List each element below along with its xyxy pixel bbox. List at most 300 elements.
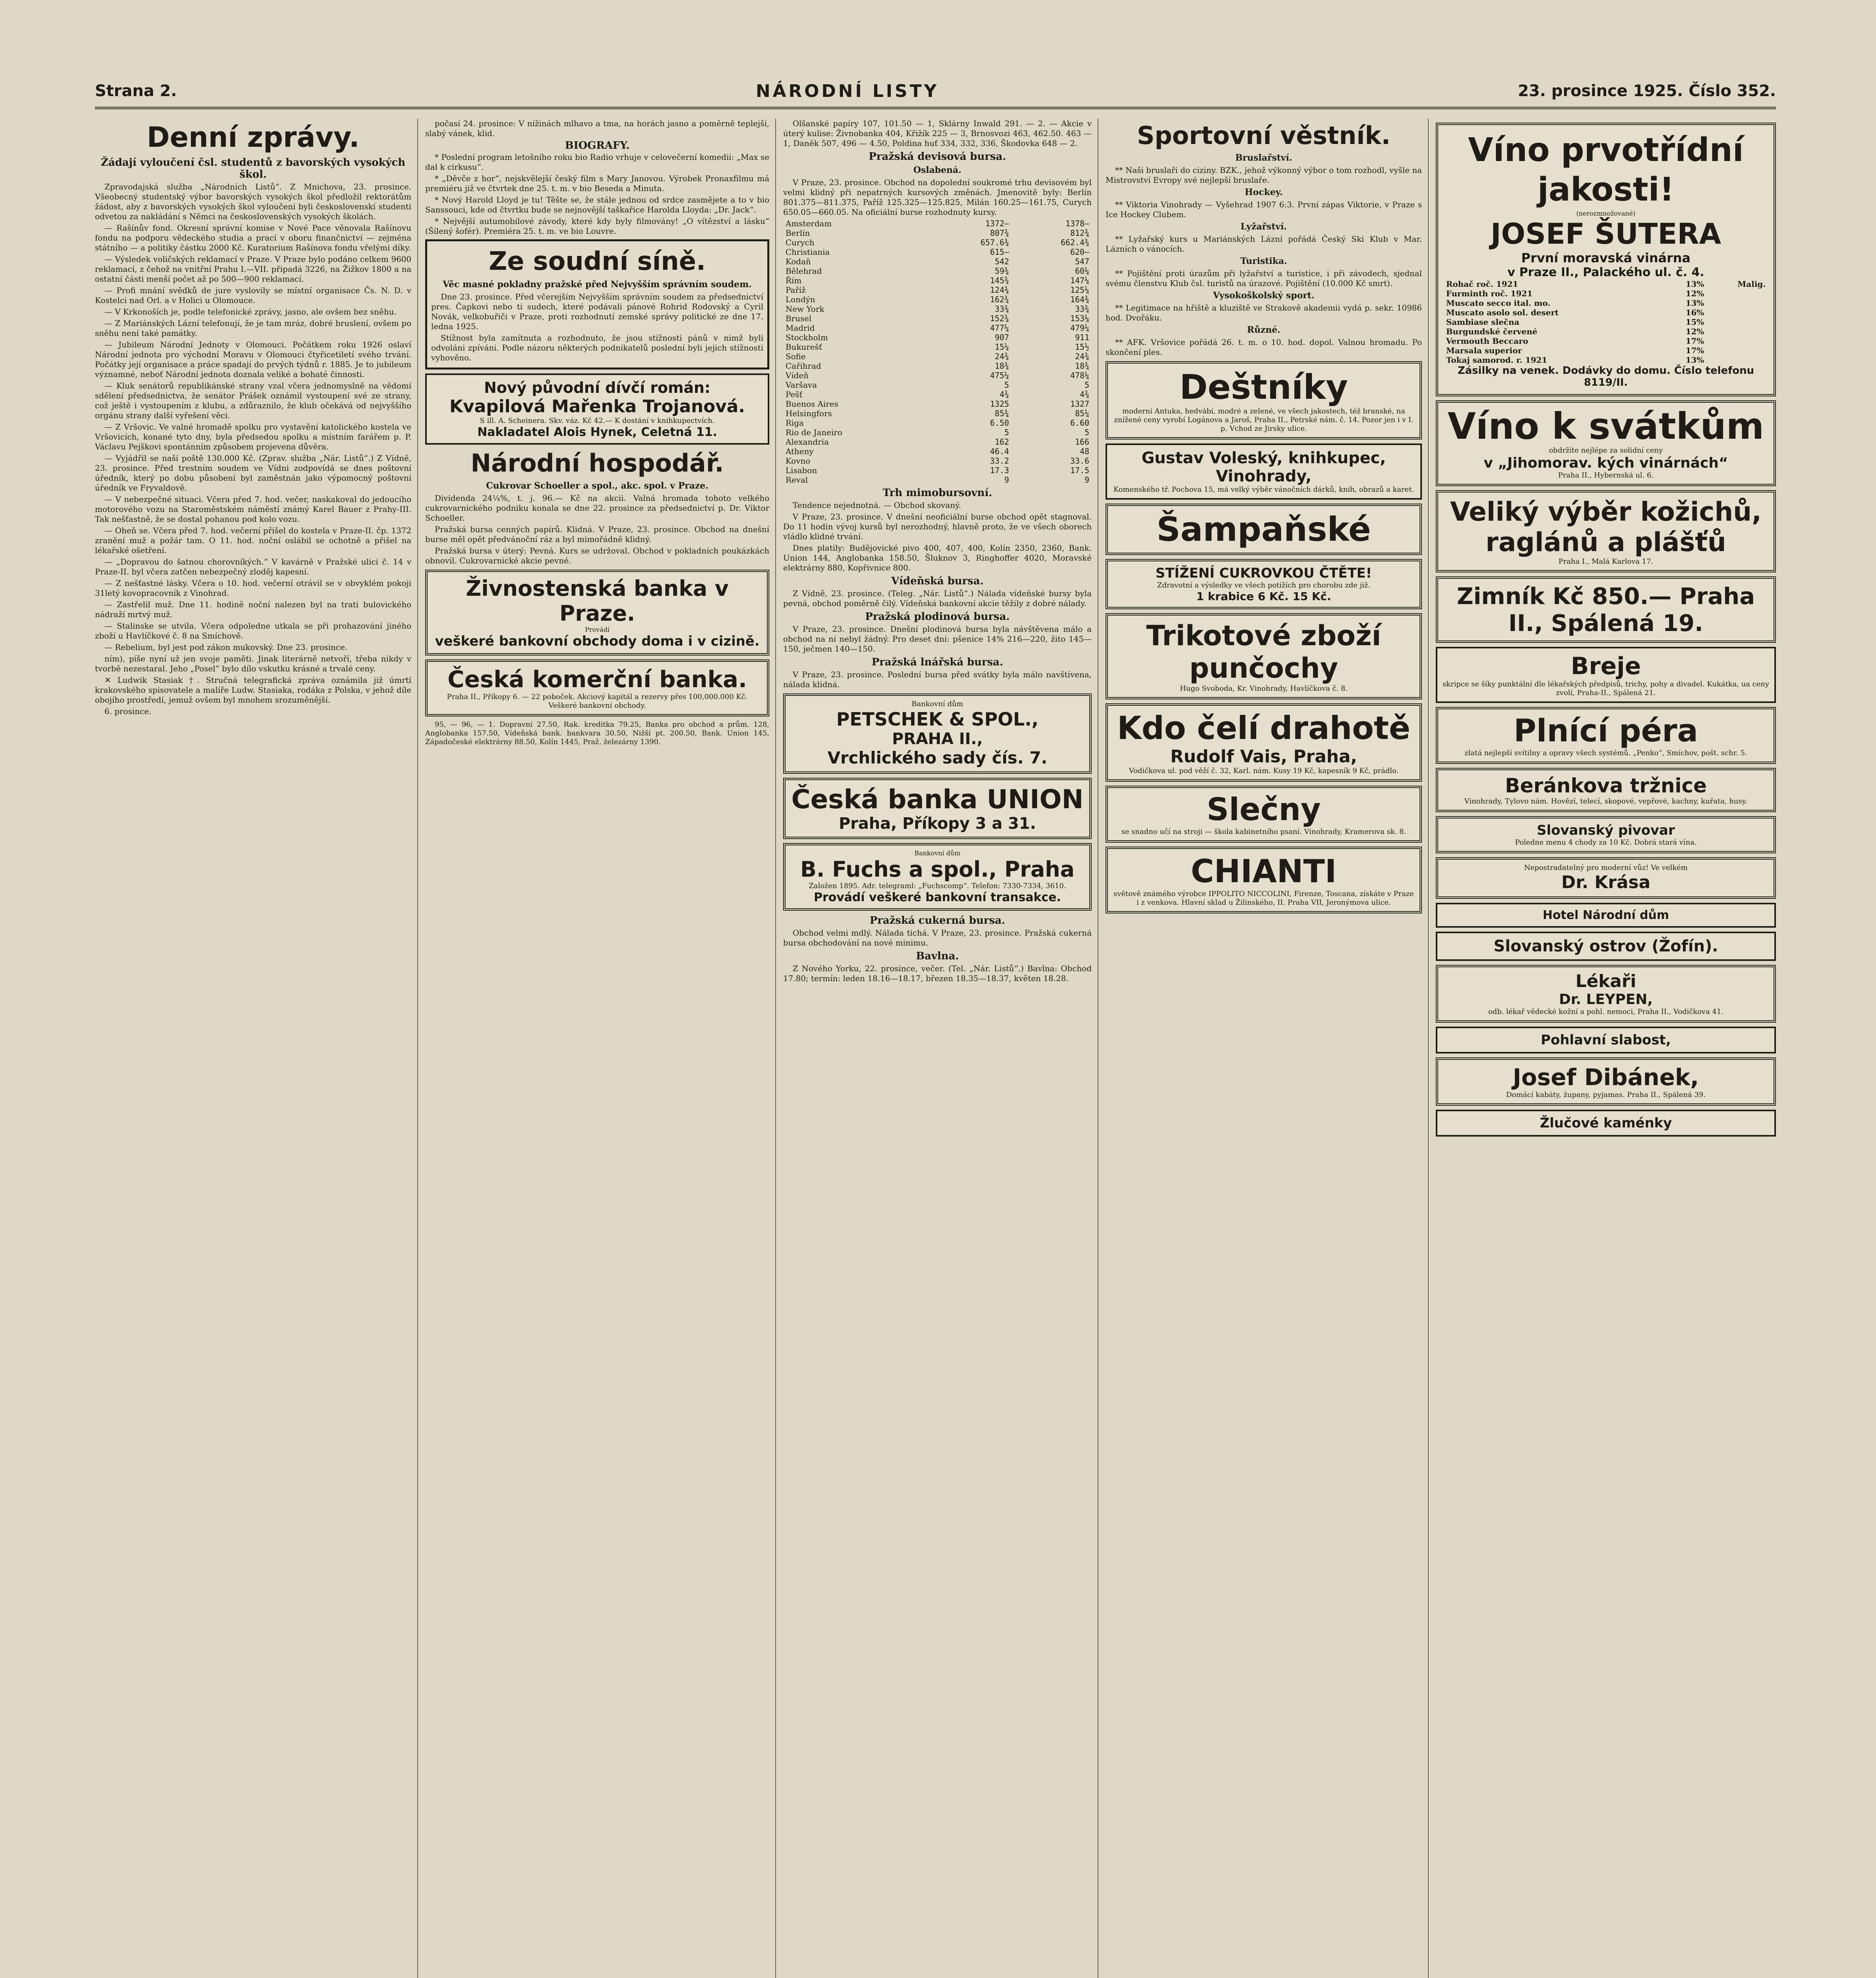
table-row	[783, 447, 1092, 456]
ad-fuchs-name: B. Fuchs a spol., Praha	[800, 857, 1075, 882]
ad-petschek-line: Bankovní dům	[911, 700, 964, 708]
ad-kozich-title: Veliký výběr kožichů, raglánů a plášťů	[1450, 496, 1762, 557]
ad-svatkum-title: Víno k svátkům	[1447, 405, 1764, 447]
city-cell: Helsingfors	[786, 409, 832, 418]
ad-beer-info: Poledne menu 4 chody za 10 Kč. Dobrá stará vína.	[1515, 838, 1697, 847]
rate-cell: 145¾	[990, 276, 1009, 285]
section-title-economy: Národní hospodář.	[470, 449, 724, 477]
ad-union-address: Praha, Příkopy 3 a 31.	[839, 815, 1036, 833]
ad-drahote-info: Vodičkova ul. pod věží č. 32, Karl. nám. Kusy 19 Kč, kapesník 9 Kč, prádlo.	[1129, 767, 1399, 775]
rate-cell: 475¼	[990, 371, 1009, 380]
table-row	[783, 399, 1092, 409]
currency-exchange-body	[783, 178, 1092, 217]
rate-cell: 147¼	[1070, 276, 1089, 285]
wine-name-cell: Furminth roč. 1921	[1446, 289, 1533, 298]
table-row	[783, 371, 1092, 380]
ad-pera-info: zlatá nejlepší svítilny a opravy všech systémů. „Penko“, Smíchov, pošt. schr. 5.	[1464, 749, 1747, 757]
ad-slecny-title: Slečny	[1206, 792, 1321, 828]
sport-subheading: Lyžařství.	[1240, 222, 1287, 232]
ad-lekari-title: Lékaři	[1575, 971, 1636, 991]
ad-chianti	[1106, 847, 1422, 913]
news-paragraph: ** Pojištění proti úrazům při lyžařství a turistice, i při závodech, sjednal svému členstvu Klub čsl. turistů na úrazové. Pojištění (10.000 Kč smrt).	[1106, 269, 1422, 288]
wine-name-cell: Muscato asolo sol. desert	[1446, 308, 1559, 317]
stock-exchange-title: Pražská cukerná bursa.	[869, 915, 1005, 926]
market-body	[783, 500, 1092, 573]
ad-petschek-address: Vrchlického sady čís. 7.	[827, 748, 1047, 767]
ad-cukrovka	[1106, 559, 1422, 609]
sport-subheading: Bruslařství.	[1235, 153, 1293, 163]
sport-subheading: Hockey.	[1244, 187, 1283, 197]
table-row	[783, 418, 1092, 428]
ad-fuchs-info: Založen 1895. Adr. telegraml: „Fuchscomp“. Telefon: 7330-7334, 3610.	[808, 882, 1066, 890]
ad-ostrov-title: Slovanský ostrov (Žofín).	[1494, 937, 1718, 955]
news-paragraph: Dnes platily: Budějovické pivo 400, 407, 400, Kolín 2350, 2360, Bank. Union 144, Anglobanka 158.50, Šluknov 3, Ringhoffer 4020, Moravské elektrárny 880, Kopřivnice 800.	[783, 543, 1092, 572]
news-paragraph: Stížnost byla zamítnuta a rozhodnuto, že jsou stížnosti pánů v nimž byli odvoláni zpíváni. Podle názoru některých podnikatelů poslední byli jejich stížnosti vyhověno.	[431, 333, 763, 362]
ad-chianti-info: světově známého výrobce IPPOLITO NICCOLINI, Firenze, Toscana, získáte v Praze i z venkova. Hlavní sklad u Žilinského, II. Praha VII, Jeronýmova ulice.	[1113, 890, 1414, 907]
news-paragraph: 95, — 96, — 1. Dopravní 27.50, Rak. kreditka 79.25, Banka pro obchod a prům. 128, Anglobanka 157.50, Vídeňská bank. bankvara 30.50, Nižší pt. 200.50, Bank. Union 145, Západočeské elektrárny 88.50, Kolín 1445, Praž. železárny 1390.	[425, 720, 769, 746]
cotton-title: Bavlna.	[916, 950, 959, 962]
economy-headline: Cukrovar Schoeller a spol., akc. spol. v Praze.	[486, 481, 709, 491]
table-row	[783, 333, 1092, 342]
page-header	[95, 75, 1776, 109]
ad-voleský	[1106, 443, 1422, 500]
rate-cell: 907	[995, 333, 1009, 342]
economy-body	[425, 493, 769, 566]
column-ads	[1436, 119, 1776, 1978]
court-title: Ze soudní síně.	[488, 247, 706, 276]
column-divider	[775, 119, 776, 1978]
textile-exchange-title: Pražská lnářská bursa.	[871, 656, 1003, 668]
ad-petschek-city: PRAHA II.,	[892, 730, 983, 748]
ad-novel-title: Nový původní dívčí román:	[484, 379, 711, 396]
ad-vino-title: Víno prvotřídní jakosti!	[1468, 131, 1744, 208]
table-row	[783, 390, 1092, 399]
vienna-exchange-title: Vídeňská bursa.	[891, 575, 984, 587]
rate-cell: 48	[1079, 447, 1089, 456]
section-title-news: Denní zprávy.	[147, 121, 360, 153]
ad-josef-dibanek	[1436, 1057, 1776, 1106]
ad-svatkum-info: obdržíte nejlépe za solidní ceny	[1549, 446, 1663, 455]
news-paragraph: V Praze, 23. prosince. Dnešní plodinová bursa byla návštěvena málo a obchod na ní nebyl žádný. Pro deset dní: pšenice 14% 216—220, žito 145—150, ječmen 140—150.	[783, 624, 1092, 654]
news-paragraph: * Nový Harold Lloyd je tu! Těšte se, že stále jednou od srdce zasmějete a to v bio Sanssouci, kde od čtvrtku bude se nejnovější taškařice Harolda Lloyda: „Dr. Jack“.	[425, 195, 769, 214]
city-cell: Cařihrad	[786, 361, 822, 371]
news-paragraph: — Z nešťastné lásky. Včera o 10. hod. večerní otrávil se v obvyklém pokoji 31letý kovopracovník z Vinohrad.	[95, 578, 411, 598]
news-paragraph: — Stalinske se utvila. Včera odpoledne utkala se při prohazování jiného zboží u Havlíčkové č. 8 na Smíchově.	[95, 621, 411, 640]
ad-slecny	[1106, 786, 1422, 843]
table-row	[783, 257, 1092, 266]
ad-voleský-name: Gustav Voleský, knihkupec, Vinohrady,	[1142, 449, 1386, 485]
ad-novel	[425, 373, 769, 445]
rate-cell: 125¼	[1070, 285, 1089, 295]
ad-trikotove-title: Trikotové zboží punčochy	[1146, 620, 1382, 684]
rate-cell: 162	[995, 437, 1009, 447]
ad-hotel-title: Hotel Národní dům	[1543, 908, 1669, 922]
rate-cell: 18¾	[995, 361, 1009, 371]
wine-value-cell: 13%	[1685, 298, 1704, 308]
news-paragraph: Zpravodajská služba „Národních Listů“. Z Mnichova, 23. prosince. Všeobecný studentský výbor bavorských vysokých škol předložil rektorátům žádost, aby z bavorských vysokých škol vyloučeni byli československí studenti odvetou za nakládání s Němci na československých vysokých školách.	[95, 182, 411, 221]
wine-value-cell	[1706, 327, 1768, 336]
masthead: NÁRODNÍ LISTY	[755, 81, 939, 101]
rate-cell: 911	[1075, 333, 1089, 342]
rate-cell: 33¾	[995, 304, 1009, 314]
wine-value-cell: 13%	[1685, 279, 1704, 289]
column-sport	[1106, 119, 1422, 1978]
ad-vino-sutera	[1436, 123, 1776, 396]
news-paragraph: Dividenda 24¼%, t. j. 96.— Kč na akcii. Valná hromada tohoto velkého cukrovarnického podniku konala se dne 22. prosince za předsednictví p. Dr. Viktor Schoeller.	[425, 493, 769, 523]
rate-cell: 152¾	[990, 314, 1009, 323]
table-row	[1444, 289, 1768, 298]
ad-cukrovka-price: 1 krabice 6 Kč. 15 Kč.	[1196, 590, 1331, 603]
ad-zivnostenska-banka	[425, 570, 769, 656]
ad-lekari-name: Dr. LEYPEN,	[1559, 991, 1653, 1008]
ad-drahote-name: Rudolf Vais, Praha,	[1170, 746, 1357, 767]
news-paragraph: — Výsledek voličských reklamací v Praze. V Praze bylo podáno celkem 9600 reklamací, z čehož na vnitřní Prahu I.—VII. připadá 3226, na Žižkov 1800 a na ostatní části menší počet až po 500—900 reklamací.	[95, 254, 411, 284]
ad-plnici-pera	[1436, 707, 1776, 764]
ad-vino-sub: (nerozmnožované)	[1576, 210, 1636, 217]
ad-lekari	[1436, 965, 1776, 1023]
ad-bank-name: Živnostenská banka v Praze.	[466, 576, 729, 626]
ad-union-name: Česká banka UNION	[791, 784, 1084, 815]
city-cell: Atheny	[786, 447, 814, 456]
news-paragraph: — Rašínův fond. Okresní správní komise v Nové Pace věnovala Rašínovu fondu na podporu vědeckého studia a prací v oboru finančnictví — zejména státního — a politiky částku 2000 Kč. Kuratorium Rašínova fondu vřelými díky.	[95, 223, 411, 252]
rate-cell: 33.6	[1070, 456, 1089, 466]
ad-ceska-banka-union	[783, 778, 1092, 839]
ad-voleský-info: Komenského tř. Pochova 15, má velký výběr vánočních dárků, knih, obrazů a karet.	[1113, 485, 1414, 494]
news-body-1	[95, 182, 411, 716]
wine-value-cell	[1706, 289, 1768, 298]
ad-breje	[1436, 647, 1776, 703]
ad-sampanske-title: Šampaňské	[1157, 510, 1371, 549]
ad-petschek-name: PETSCHEK & SPOL.,	[836, 709, 1039, 730]
rate-cell: 547	[1075, 257, 1089, 266]
ad-kozich-info: Praha I., Malá Karlova 17.	[1558, 557, 1653, 566]
city-cell: Bukurešť	[786, 342, 822, 352]
rate-cell: 15½	[1075, 342, 1089, 352]
exchange-intro	[783, 119, 1092, 148]
sport-body	[1106, 153, 1422, 357]
wine-name-cell: Marsala superior	[1446, 346, 1522, 355]
ad-beranek-title: Beránkova tržnice	[1505, 774, 1707, 797]
news-paragraph: — Oheň se. Včera před 7. hod. večerní přišel do kostela v Praze-II. čp. 1372 zranění muž a požár tam. O 11. hod. noční oslábil se ochotně a přišel na lékařské ošetření.	[95, 526, 411, 555]
news-paragraph: Olšanské papíry 107, 101.50 — 1, Sklárny Inwald 291. — 2. — Akcie v úterý kulise: Živnobanka 404, Křižík 225 — 3, Brnosvozi 463, 462.50. 463 — 1, Daněk 507, 496 — 4.50, Poldina huť 334, 332, 336, Škodovka 648 — 2.	[783, 119, 1092, 148]
currency-exchange-subtitle: Oslabená.	[913, 165, 962, 175]
rate-cell: 9	[1084, 475, 1089, 485]
biography-title: BIOGRAFY.	[565, 140, 630, 152]
news-paragraph: ** Legitimace na hřiště a kluziště ve Strakově akademii vydá p. sekr. 10986 hod. Dvořáku.	[1106, 303, 1422, 322]
column-news	[95, 119, 411, 1978]
rate-cell: 24¾	[1075, 352, 1089, 361]
rate-cell: 478¼	[1070, 371, 1089, 380]
rate-cell: 17.3	[990, 466, 1009, 475]
ad-zimnik-title: Zimník Kč 850.— Praha II., Spálená 19.	[1457, 583, 1755, 637]
ad-dr-krasa	[1436, 857, 1776, 899]
stock-body	[783, 928, 1092, 948]
news-paragraph: ** Viktoria Vinohrady — Vyšehrad 1907 6:3. První zápas Viktorie, v Praze s Ice Hockey Clubem.	[1106, 200, 1422, 219]
ad-svatkum-name: v „Jihomorav. kých vinárnách“	[1484, 455, 1728, 471]
news-paragraph: — Zastřelil muž. Dne 11. hodině noční nalezen byl na trati bulovického nádraží mrtvý muž.	[95, 600, 411, 619]
table-row	[783, 238, 1092, 247]
city-cell: New York	[786, 304, 824, 314]
ad-slecny-info: se snadno učí na stroji — škola kabinetního psaní. Vinohrady, Kramerova sk. 8.	[1121, 828, 1406, 836]
rate-cell: 5	[1084, 428, 1089, 437]
court-section	[425, 239, 769, 369]
news-paragraph: ** Naši bruslaři do ciziny. BZK., jehož výkonný výbor o tom rozhodl, vyšle na Mistrovství Evropy své nejlepší bruslaře.	[1106, 165, 1422, 185]
city-cell: Kodaň	[786, 257, 811, 266]
wine-value-cell	[1706, 355, 1768, 365]
rate-cell: 615—	[990, 247, 1009, 257]
news-paragraph: — „Dopravou do šatnou chorovníkých.“ V kavárně v Pražské ulici č. 14 v Praze-II. byl včera zatčen nebezpečný zloděj kapesní.	[95, 557, 411, 576]
rate-cell: 542	[995, 257, 1009, 266]
rate-cell: 4¾	[1000, 390, 1009, 399]
city-cell: Curych	[786, 238, 815, 247]
rate-cell: 46.4	[990, 447, 1009, 456]
ad-destniky-title: Deštníky	[1179, 368, 1348, 407]
city-cell: Vídeň	[786, 371, 809, 380]
ad-krasa-name: Dr. Krása	[1561, 872, 1651, 892]
ad-cukrovka-title: STÍŽENÍ CUKROVKOU ČTĚTE!	[1155, 565, 1372, 581]
ad-sampanske	[1106, 504, 1422, 555]
city-cell: Pešť	[786, 390, 803, 399]
ad-berankova-trznice	[1436, 768, 1776, 812]
rate-cell: 812¾	[1070, 228, 1089, 238]
news-paragraph: Z Nového Yorku, 22. prosince, večer. (Tel. „Nár. Listů“.) Bavlna: Obchod 17.80; termín: leden 18.16—18.17, březen 18.35—18.37, květen 18.28.	[783, 964, 1092, 983]
ad-vino-name: JOSEF ŠUTERA	[1490, 217, 1721, 250]
rate-cell: 153¼	[1070, 314, 1089, 323]
ad-kdo-celi-drahote	[1106, 703, 1422, 782]
rate-cell: 166	[1075, 437, 1089, 447]
city-cell: Berlín	[786, 228, 810, 238]
table-row	[1444, 298, 1768, 308]
ad-dibanek-info: Domácí kabáty, župany, pyjamas. Praha II., Spálená 39.	[1506, 1091, 1706, 1099]
rate-cell: 85¼	[1075, 409, 1089, 418]
news-paragraph: ** AFK. Vršovice pořádá 26. t. m. o 10. hod. dopol. Valnou hromadu. Po skončení ples.	[1106, 337, 1422, 357]
news-paragraph: * „Děvče z hor“, nejskvělejší český film s Mary Janovou. Výrobek Pronaxfilmu má premiéru již ve čtvrtek dne 25. t. m. v bio Beseda a Minuta.	[425, 174, 769, 193]
table-row	[1444, 308, 1768, 317]
rate-cell: 1325	[990, 399, 1009, 409]
ad-dibanek-title: Josef Dibánek,	[1513, 1064, 1699, 1091]
table-row	[1444, 317, 1768, 327]
news-headline-1: Žádají vyloučení čsl. studentů z bavorských vysokých škol.	[101, 157, 405, 180]
rate-cell: 162¾	[990, 295, 1009, 304]
news-paragraph: — Vyjádřil se naší poště 130.000 Kč. (Zprav. služba „Nár. Listů“.) Z Vídně, 23. prosince. Před trestním soudem ve Vídni zodpovídá se dnes poštovní úředník, který po dobu působení byl zaměstnán jako výpomocný poštovní úředník ve Fryvaldově.	[95, 453, 411, 493]
ad-fuchs-tagline: Provádí veškeré bankovní transakce.	[814, 890, 1061, 904]
table-row	[783, 266, 1092, 276]
rate-cell: 15¼	[995, 342, 1009, 352]
table-row	[783, 380, 1092, 390]
city-cell: Christiania	[786, 247, 830, 257]
ad-vino-footer: Zásilky na venek. Dodávky do domu. Číslo telefonu 8119/II.	[1458, 365, 1754, 388]
ad-destniky-info: moderní Antuka, hedvábí, modré a zelené, ve všech jakostech, též branské, na znížené ceny vyrobí Logánova a Jaroš, Praha II., Petrské nám. č. 14. Pozor jen i v I. p. Vchod ze Jirsky ulice.	[1114, 407, 1414, 433]
ad-beranek-info: Vinohrady, Tylovo nám. Hovězí, telecí, skopové, vepřové, kachny, kuřata, husy.	[1464, 797, 1747, 805]
wine-value-cell	[1706, 308, 1768, 317]
ad-fuchs	[783, 843, 1092, 911]
ad-zlucove-kaminky	[1436, 1110, 1776, 1137]
wine-value-cell: 13%	[1685, 355, 1704, 365]
news-paragraph: — V Krkonoších je, podle telefonické zprávy, jasno, ale ovšem bez sněhu.	[104, 307, 397, 316]
sport-subheading: Vysokoškolský sport.	[1213, 290, 1315, 301]
textile-body	[783, 670, 1092, 690]
rate-cell: 164¾	[1070, 295, 1089, 304]
wine-value-cell: 12%	[1685, 327, 1704, 336]
ad-vino-sub2: První moravská vinárna	[1521, 250, 1690, 265]
city-cell: Sofie	[786, 352, 806, 361]
product-exchange-title: Pražská plodinová bursa.	[865, 611, 1010, 623]
news-paragraph: Pražská bursa v úterý: Pevná. Kurs se udržoval. Obchod v pokladních poukázkách obnovil. Cukrovarnické akcie pevné.	[425, 546, 769, 565]
city-cell: Reval	[786, 475, 808, 485]
ad-trikotove	[1106, 613, 1422, 699]
exchange-rate-table	[783, 219, 1092, 485]
ad-ceska-komercni-banka	[425, 659, 769, 716]
ad-bank-line: Provádí	[585, 626, 610, 633]
rate-cell: 33.2	[990, 456, 1009, 466]
rate-cell: 477¼	[990, 323, 1009, 333]
market-title: Trh mimobursovní.	[882, 487, 992, 499]
news-paragraph: — Jubileum Národní Jednoty v Olomouci. Počátkem roku 1926 oslaví Národní jednota pro východní Moravu v Olomouci čtyřicetiletí svého trvání. Počátky její organisace a práce spadají do prvých týdnů r. 1885. Je to jubileum významné, neboť Národní jednota doznala veliké a bohaté činnosti.	[95, 340, 411, 379]
ad-novel-publisher: Nakladatel Alois Hynek, Celetná 11.	[477, 425, 717, 439]
ad-zimnik	[1436, 576, 1776, 643]
section-title-sport: Sportovní věstník.	[1137, 121, 1391, 150]
wine-price-table	[1444, 279, 1768, 365]
news-paragraph: V Praze, 23. prosince. Obchod na dopolední soukromé trhu devisovém byl velmi klidný při nepatrných kursových změnách. Jmenovitě byly: Berlín 801.375—811.375, Paříž 125.325—125.825, Milán 160.25—161.75, Curych 650.05—660.05. Na oficiální burse rozhodnuty kursy.	[783, 178, 1092, 217]
table-row	[783, 409, 1092, 418]
column-exchange	[783, 119, 1092, 1978]
news-paragraph: — Profi mnání svědků de jure vyslovily se místní organisace Čs. N. D. v Kostelci nad Orl. a v Holici u Olomouce.	[95, 286, 411, 305]
wine-value-cell	[1706, 317, 1768, 327]
sport-subheading: Turistika.	[1240, 256, 1287, 266]
table-row	[783, 352, 1092, 361]
news-paragraph: V Praze, 23. prosince. Poslední bursa před svátky byla málo navštívena, nálada klidná.	[783, 670, 1092, 689]
rate-cell: 620—	[1070, 247, 1089, 257]
city-cell: Varšava	[786, 380, 817, 390]
table-row	[783, 285, 1092, 295]
wine-name-cell: Vermouth Beccaro	[1446, 336, 1528, 346]
table-row	[1444, 355, 1768, 365]
city-cell: Madrid	[786, 323, 815, 333]
rate-cell: 5	[1004, 428, 1009, 437]
rate-cell: 1327	[1070, 399, 1089, 409]
ad-lekari-info: odb. lékař vědecké kožní a pohl. nemoci, Praha II., Vodičkova 41.	[1488, 1008, 1724, 1016]
table-row	[783, 314, 1092, 323]
ad-chianti-title: CHIANTI	[1191, 853, 1337, 890]
city-cell: Riga	[786, 418, 804, 428]
ad-bank-info: Praha II., Příkopy 6. — 22 poboček. Akciový kapitál a rezervy přes 100,000.000 Kč. Veškeré bankovní obchody.	[447, 693, 748, 710]
table-row	[783, 323, 1092, 333]
news-paragraph: ním), píše nyní už jen svoje paměti. Jinak literárně netvoří, třeba nikdy v tvorbě nezestaral. Jeho „Posel“ bylo dílo vskutku krásné a trvalé ceny.	[95, 654, 411, 673]
city-cell: Rio de Janeiro	[786, 428, 842, 437]
court-headline: Věc masné pokladny pražské před Nejvyšším správním soudem.	[443, 279, 752, 290]
table-row	[783, 304, 1092, 314]
rate-cell: 85¾	[995, 409, 1009, 418]
table-row	[783, 361, 1092, 371]
culture-body	[425, 119, 769, 236]
news-paragraph: Dne 23. prosince. Před včerejším Nejvyšším správním soudem za předsednictví pres. Čapkovi nebo ti sudech, které podávali pánové Rohrid Rodovský a Cyril Novák, velkobuřiči v Praze, proti rozhodnutí zemské správy politické ze dne 17. ledna 1925.	[431, 292, 763, 331]
rate-cell: 657.6¾	[980, 238, 1009, 247]
news-paragraph: * Nejvější autumobilové závody, které kdy byly filmovány! „O vítězství a lásku“ (Šílený šofér). Premiéra 25. t. m. ve bio Louvre.	[425, 216, 769, 236]
wine-name-cell: Burgundské červené	[1446, 327, 1537, 336]
ad-beer-title: Slovanský pivovar	[1537, 822, 1675, 838]
table-row	[783, 228, 1092, 238]
ad-slovansky-pivovar	[1436, 816, 1776, 853]
ad-drahote-title: Kdo čelí drahotě	[1117, 710, 1410, 746]
rate-cell: 662.4¾	[1060, 238, 1089, 247]
news-paragraph: počasí 24. prosince: V nížinách mlhavo a tma, na horách jasno a poměrně teplejší, slabý vánek, klid.	[425, 119, 769, 138]
wine-name-cell: Sambiase slečna	[1446, 317, 1520, 327]
news-paragraph: Z Vídně, 23. prosince. (Teleg. „Nár. Listů“.) Nálada vídeňské bursy byla pevná, obchod poměrně čilý. Vídeňská bankovní akcie těžily z dobré nálady.	[783, 589, 1092, 608]
ad-pohlavni-slabost	[1436, 1027, 1776, 1053]
rate-cell: 479¼	[1070, 323, 1089, 333]
table-row	[1444, 279, 1768, 289]
ad-slabost-title: Pohlavní slabost,	[1541, 1032, 1671, 1048]
wine-value-cell	[1706, 336, 1768, 346]
table-row	[783, 276, 1092, 285]
vienna-body	[783, 589, 1092, 608]
sport-subheading: Různé.	[1247, 325, 1281, 335]
wine-value-cell: 17%	[1685, 336, 1704, 346]
rate-cell: 1378—	[1065, 219, 1089, 228]
wine-name-cell: Rohač roč. 1921	[1446, 279, 1518, 289]
table-row	[783, 475, 1092, 485]
table-row	[783, 295, 1092, 304]
product-body	[783, 624, 1092, 654]
city-cell: Buenos Aires	[786, 399, 839, 409]
ad-petschek	[783, 693, 1092, 774]
table-row	[783, 428, 1092, 437]
ad-cukrovka-info: Zdravotní a výsledky ve všech potížích pro chorobu zde již.	[1157, 581, 1371, 589]
ad-destniky	[1106, 361, 1422, 440]
rate-cell: 6.50	[990, 418, 1009, 428]
rate-cell: 18¾	[1075, 361, 1089, 371]
news-paragraph: 6. prosince.	[104, 707, 151, 716]
news-paragraph: — Z Vršovic. Ve valné hromadě spolku pro vystavění katolického kostela ve Vršovicích, konané tyto dny, byla předsedou spolku a místním farářem p. P. Václavu Pejškovi spontánním způsobem projevena důvěra.	[95, 422, 411, 451]
rate-cell: 807¾	[990, 228, 1009, 238]
table-row	[783, 342, 1092, 352]
city-cell: Paříž	[786, 285, 806, 295]
column-culture	[425, 119, 769, 1978]
news-paragraph: — Z Mariánských Lázní telefonují, že je tam mráz, dobré bruslení, ovšem po sněhu není také památky.	[95, 318, 411, 338]
column-divider	[1428, 119, 1429, 1978]
table-row	[1444, 327, 1768, 336]
page-number: Strana 2.	[95, 82, 177, 100]
ad-hotel-narodni-dum	[1436, 903, 1776, 928]
ad-pera-title: Plnící péra	[1513, 713, 1698, 749]
rate-cell: 6.60	[1070, 418, 1089, 428]
table-row	[783, 219, 1092, 228]
ad-breje-info: skripce se šíky punktální dle lékařských předpisů, trichy, pohy a divadel. Kukátka, ua ceny zvolí, Praha-II., Spálená 21.	[1442, 680, 1769, 697]
rate-cell: 17.5	[1070, 466, 1089, 475]
rate-cell: 124¾	[990, 285, 1009, 295]
ad-vino-k-svatkum	[1436, 400, 1776, 486]
column-divider	[417, 119, 418, 1978]
city-cell: Kovno	[786, 456, 810, 466]
court-body	[431, 292, 763, 363]
wine-value-cell: 17%	[1685, 346, 1704, 355]
rate-cell: 24¾	[995, 352, 1009, 361]
wine-name-cell: Tokaj samorod. r. 1921	[1446, 355, 1547, 365]
ad-bank-name: Česká komerční banka.	[447, 666, 747, 693]
city-cell: Amsterdam	[786, 219, 832, 228]
city-cell: Řím	[786, 276, 802, 285]
rate-cell: 5	[1084, 380, 1089, 390]
ad-novel-info: S ill. A. Scheinera. Skv. váz. Kč 42.— K dostání v knihkupectvích.	[480, 417, 715, 425]
ad-vino-address: v Praze II., Palackého ul. č. 4.	[1507, 265, 1704, 279]
city-cell: Stockholm	[786, 333, 828, 342]
cotton-body	[783, 964, 1092, 983]
news-paragraph: Pražská bursa cenných papírů. Klidná. V Praze, 23. prosince. Obchod na dnešní burse měl opět předvánoční ráz a byl mimořádně klidný.	[425, 525, 769, 544]
rate-cell: 1372—	[985, 219, 1009, 228]
ad-slovansky-ostrov	[1436, 932, 1776, 961]
wine-value-cell: 15%	[1685, 317, 1704, 327]
ad-bank-tagline: veškeré bankovní obchody doma i v cizině.	[435, 633, 760, 649]
